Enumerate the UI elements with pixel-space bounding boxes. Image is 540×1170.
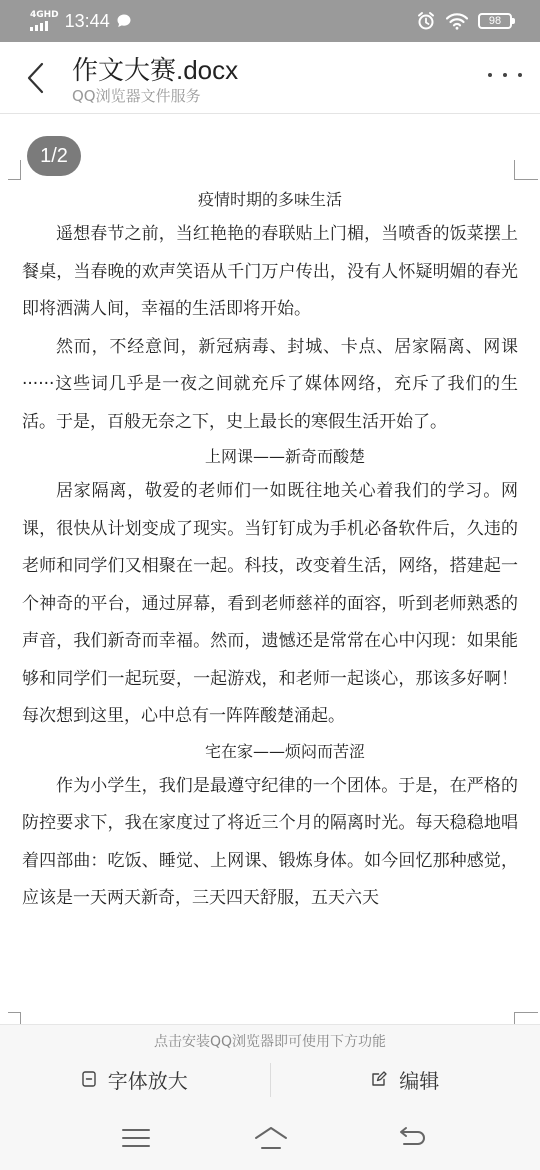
action-row xyxy=(0,1061,540,1097)
page-corner-mark xyxy=(8,1012,21,1024)
minus-box-icon xyxy=(82,1071,96,1087)
wifi-icon xyxy=(446,12,468,30)
page-subtitle: QQ浏览器文件服务 xyxy=(72,87,201,105)
battery-level: 98 xyxy=(488,15,502,27)
back-arrow-icon[interactable] xyxy=(22,60,50,96)
status-bar xyxy=(0,0,540,42)
page-corner-mark xyxy=(514,160,538,180)
document-viewer[interactable] xyxy=(0,114,540,1024)
status-left xyxy=(30,8,132,34)
app-header xyxy=(0,42,540,114)
signal-icon xyxy=(30,11,59,31)
page-corner-mark xyxy=(514,1012,538,1024)
network-type: 4GHD xyxy=(30,10,59,20)
document-content xyxy=(22,184,518,918)
menu-icon[interactable] xyxy=(120,1124,152,1152)
edit-label: 编辑 xyxy=(399,1068,440,1093)
section-heading: 上网课——新奇而酸楚 xyxy=(204,447,365,466)
clock: 13:44 xyxy=(64,10,110,31)
page-indicator: 1/2 xyxy=(27,136,81,176)
install-hint: 点击安装QQ浏览器即可使用下方功能 xyxy=(153,1034,387,1050)
paragraph: 作为小学生，我们是最遵守纪律的一个团体。于是，在严格的防控要求下，我在家度过了将近三个月的隔离时光。每天稳稳地唱着四部曲：吃饭、睡觉、上网课、锻炼身体。如今回忆那种感觉，应该是一天两天新奇，三天四天舒服，五天六天 xyxy=(22,775,518,908)
zoom-font-label: 字体放大 xyxy=(107,1068,188,1093)
paragraph: 居家隔离，敬爱的老师们一如既往地关心着我们的学习。网课，很快从计划变成了现实。当钉钉成为手机必备软件后，久违的老师和同学们又相聚在一起。科技，改变着生活，网络，搭建起一个神奇的平台，通过屏幕，看到老师慈祥的面容，听到老师熟悉的声音，我们新奇而幸福。然而，遗憾还是常常在心中闪现：如果能够和同学们一起玩耍，一起游戏，和老师一起谈心，那该多好啊！每次想到这里，心中总有一阵阵酸楚涌起。 xyxy=(22,481,518,726)
zoom-font-button[interactable] xyxy=(0,1061,270,1097)
paragraph: 然而，不经意间，新冠病毒、封城、卡点、居家隔离、网课······这些词几乎是一夜之间就充斥了媒体网络，充斥了我们的生活。于是，百般无奈之下，史上最长的寒假生活开始了。 xyxy=(22,336,518,432)
edit-icon xyxy=(371,1071,387,1087)
chat-bubble-icon xyxy=(116,13,132,29)
back-icon[interactable] xyxy=(396,1124,428,1152)
paragraph: 遥想春节之前，当红艳艳的春联贴上门楣，当喷香的饭菜摆上餐桌，当春晚的欢声笑语从千门万户传出，没有人怀疑明媚的春光即将洒满人间，幸福的生活即将开始。 xyxy=(22,224,518,319)
section-heading: 宅在家——烦闷而苦涩 xyxy=(204,741,365,761)
system-nav-bar xyxy=(0,1104,540,1170)
more-options-icon[interactable] xyxy=(488,70,522,80)
document-title: 疫情时期的多味生活 xyxy=(197,190,342,209)
edit-button[interactable] xyxy=(271,1061,540,1097)
home-icon[interactable] xyxy=(253,1124,289,1152)
alarm-icon xyxy=(416,11,436,31)
page-title: 作文大赛.docx xyxy=(72,55,239,85)
page-corner-mark xyxy=(8,160,21,180)
status-right xyxy=(416,8,512,34)
battery-icon xyxy=(478,13,512,29)
bottom-toolbar xyxy=(0,1024,540,1104)
